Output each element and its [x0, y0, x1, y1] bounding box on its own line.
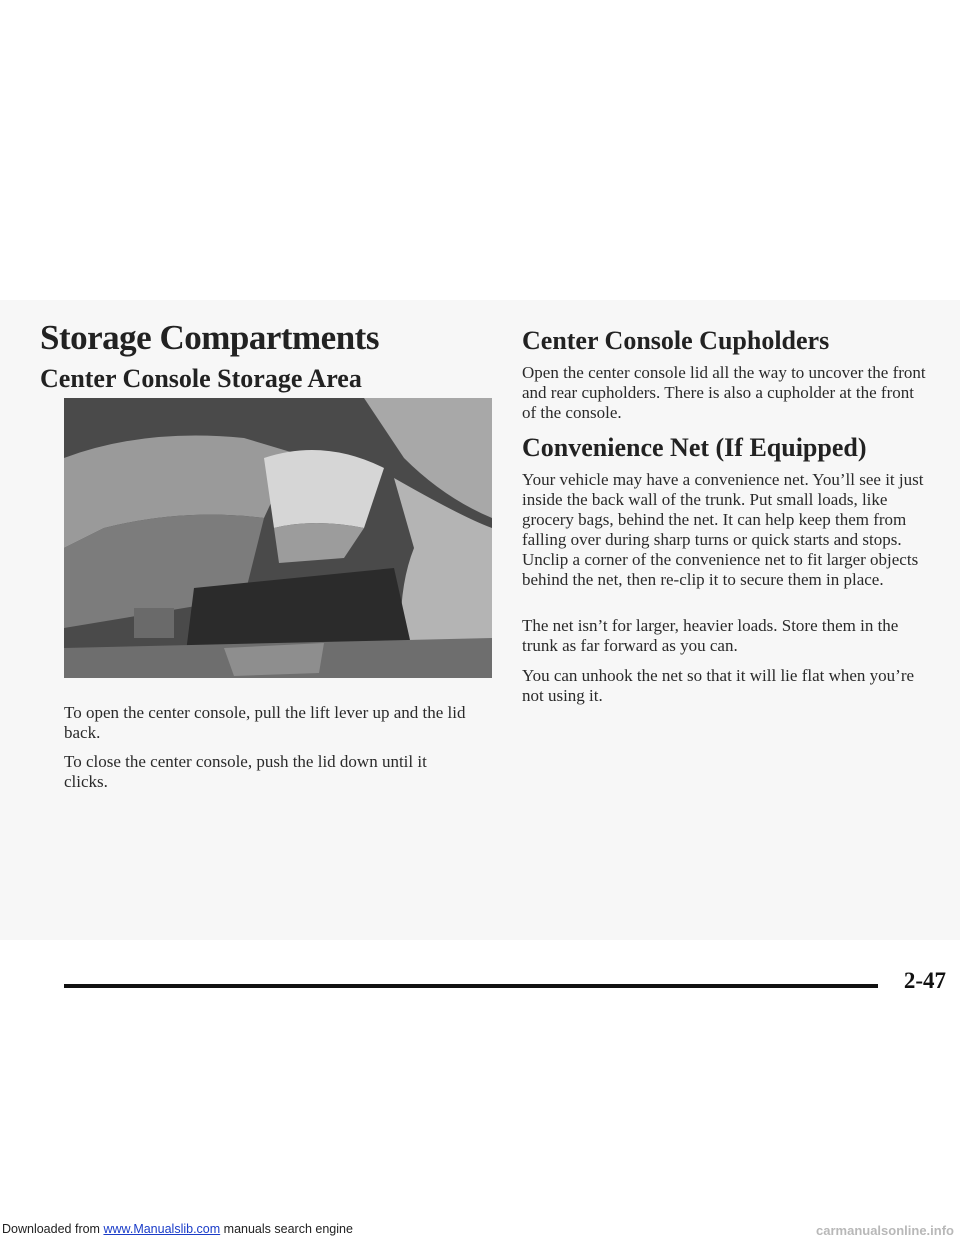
- heading-center-console-storage: Center Console Storage Area: [40, 364, 362, 393]
- heading-center-console-cupholders: Center Console Cupholders: [522, 326, 830, 355]
- heading-convenience-net: Convenience Net (If Equipped): [522, 433, 867, 462]
- cupholders-paragraph: Open the center console lid all the way to uncover the front and rear cupholders. There is also a cupholder at the front of the console.: [522, 363, 926, 422]
- console-image: [64, 398, 492, 678]
- download-footer: [2, 1222, 353, 1236]
- net-loads-paragraph: The net isn’t for larger, heavier loads. Store them in the trunk as far forward as you can.: [522, 616, 899, 655]
- footer-prefix: Downloaded from: [2, 1222, 100, 1236]
- watermark: carmanualsonline.info: [816, 1223, 954, 1238]
- footer-suffix: manuals search engine: [223, 1222, 353, 1236]
- net-unhook-paragraph: You can unhook the net so that it will lie flat when you’re not using it.: [522, 666, 915, 705]
- manualslib-link[interactable]: www.Manualslib.com: [103, 1222, 221, 1236]
- storage-close-paragraph: To close the center console, push the lid down until it clicks.: [64, 752, 427, 791]
- page-number: 2-47: [903, 968, 946, 993]
- convenience-net-paragraph: Your vehicle may have a convenience net. You’ll see it just inside the back wall of the trunk. Put small loads, like grocery bags, behind the net. It can help keep them from falling over during sharp turns or quick starts and stops. Unclip a corner of the convenience net to fit larger objects behind the net, then re-clip it to secure them in place.: [522, 470, 924, 589]
- center-console-photo: [64, 398, 492, 678]
- storage-open-paragraph: To open the center console, pull the lift lever up and the lid back.: [64, 703, 466, 742]
- footer-rule: [64, 984, 878, 988]
- page-title: Storage Compartments: [40, 318, 379, 357]
